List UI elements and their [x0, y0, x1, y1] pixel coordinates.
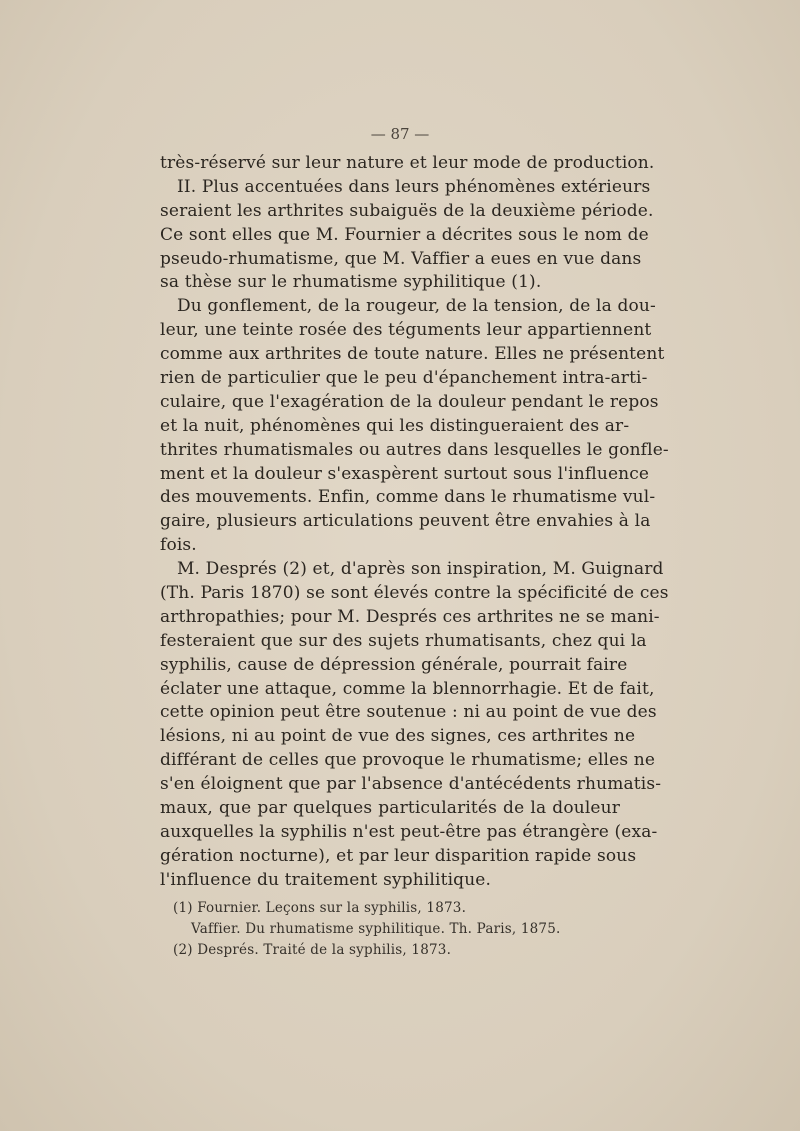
text-line: et la nuit, phénomènes qui les distingueraient des ar-	[160, 415, 630, 436]
body-text	[160, 152, 669, 893]
text-line: Ce sont elles que M. Fournier a décrites sous le nom de	[160, 224, 649, 245]
text-line: éclater une attaque, comme la blennorrhagie. Et de fait,	[160, 678, 655, 699]
text-line: II. Plus accentuées dans leurs phénomènes extérieurs	[177, 176, 651, 197]
footnote-line: (2) Després. Traité de la syphilis, 1873.	[173, 942, 452, 958]
page-number: — 87 —	[370, 125, 430, 143]
text-line: syphilis, cause de dépression générale, pourrait faire	[160, 654, 628, 675]
text-line: auxquelles la syphilis n'est peut-être pas étrangère (exa-	[160, 821, 658, 842]
text-line: Du gonflement, de la rougeur, de la tension, de la dou-	[177, 296, 656, 317]
text-line: comme aux arthrites de toute nature. Elles ne présentent	[160, 344, 665, 365]
text-line: pseudo-rhumatisme, que M. Vaffier a eues en vue dans	[160, 248, 642, 269]
text-line: seraient les arthrites subaiguës de la deuxième période.	[160, 200, 654, 221]
text-line: cette opinion peut être soutenue : ni au point de vue des	[160, 702, 657, 723]
text-line: des mouvements. Enfin, comme dans le rhumatisme vul-	[160, 487, 656, 508]
text-line: l'influence du traitement syphilitique.	[160, 869, 492, 890]
text-line: lésions, ni au point de vue des signes, ces arthrites ne	[160, 726, 636, 747]
text-line: gération nocturne), et par leur disparition rapide sous	[160, 845, 637, 866]
footnote-line: Vaffier. Du rhumatisme syphilitique. Th. Paris, 1875.	[191, 921, 561, 937]
text-line: fois.	[160, 535, 197, 556]
text-line: ment et la douleur s'exaspèrent surtout sous l'influence	[160, 463, 650, 484]
text-line: thrites rhumatismales ou autres dans lesquelles le gonfle-	[160, 439, 669, 460]
text-line: sa thèse sur le rhumatisme syphilitique (1).	[160, 272, 542, 293]
text-line: leur, une teinte rosée des téguments leur appartiennent	[160, 320, 652, 341]
text-line: très-réservé sur leur nature et leur mode de production.	[160, 153, 655, 173]
text-line: gaire, plusieurs articulations peuvent être envahies à la	[160, 511, 651, 532]
footnote-line: (1) Fournier. Leçons sur la syphilis, 1873.	[173, 900, 467, 916]
text-line: rien de particulier que le peu d'épanchement intra-arti-	[160, 368, 648, 389]
text-line: arthropathies; pour M. Després ces arthrites ne se mani-	[160, 606, 660, 627]
text-line: culaire, que l'exagération de la douleur pendant le repos	[160, 391, 659, 412]
footnotes	[173, 898, 593, 961]
text-line: maux, que par quelques particularités de la douleur	[160, 798, 620, 819]
text-line: différant de celles que provoque le rhumatisme; elles ne	[160, 750, 656, 771]
text-line: s'en éloignent que par l'absence d'antécédents rhumatis-	[160, 774, 662, 795]
text-line: (Th. Paris 1870) se sont élevés contre la spécificité de ces	[160, 583, 669, 604]
text-line: festeraient que sur des sujets rhumatisants, chez qui la	[160, 630, 647, 651]
text-line: M. Després (2) et, d'après son inspiration, M. Guignard	[177, 559, 664, 580]
